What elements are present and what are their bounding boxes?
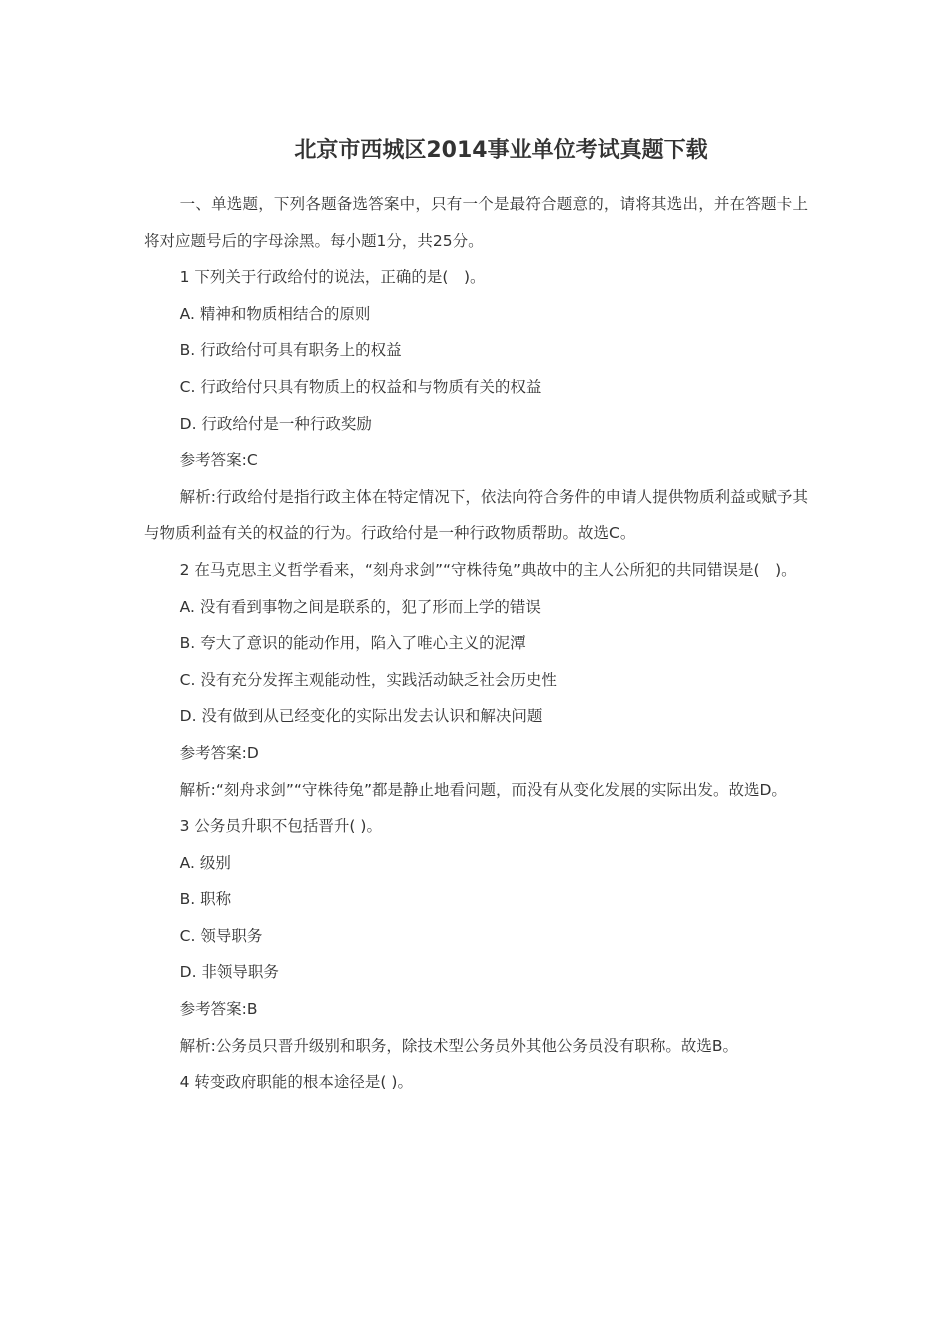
question-2-option-c: C. 没有充分发挥主观能动性，实践活动缺乏社会历史性 bbox=[179, 670, 557, 689]
question-3-analysis: 解析:公务员只晋升级别和职务，除技术型公务员外其他公务员没有职称。故选B。 bbox=[179, 1036, 738, 1055]
question-3-option-a: A. 级别 bbox=[179, 853, 231, 872]
question-4-stem: 4 转变政府职能的根本途径是( )。 bbox=[179, 1073, 413, 1092]
question-2-option-b: B. 夸大了意识的能动作用，陷入了唯心主义的泥潭 bbox=[179, 634, 526, 653]
question-1-option-a: A. 精神和物质相结合的原则 bbox=[179, 304, 371, 323]
question-2-option-d: D. 没有做到从已经变化的实际出发去认识和解决问题 bbox=[179, 707, 543, 726]
question-1-answer: 参考答案:C bbox=[179, 451, 258, 470]
document-body bbox=[144, 186, 808, 1101]
section-intro: 一、单选题，下列各题备选答案中，只有一个是最符合题意的，请将其选出，并在答题卡上将对应题号后的字母涂黑。每小题1分，共25分。 bbox=[144, 195, 808, 250]
question-1-analysis: 解析:行政给付是指行政主体在特定情况下，依法向符合务件的申请人提供物质利益或赋予其与物质利益有关的权益的行为。行政给付是一种行政物质帮助。故选C。 bbox=[144, 487, 808, 543]
question-3-option-c: C. 领导职务 bbox=[179, 926, 263, 945]
question-1-option-d: D. 行政给付是一种行政奖励 bbox=[179, 414, 372, 433]
question-2-answer: 参考答案:D bbox=[179, 743, 259, 762]
document-title: 北京市西城区2014事业单位考试真题下载 bbox=[294, 138, 708, 163]
question-1-stem: 1 下列关于行政给付的说法，正确的是( )。 bbox=[179, 268, 486, 287]
question-1-option-b: B. 行政给付可具有职务上的权益 bbox=[179, 341, 402, 360]
question-1-option-c: C. 行政给付只具有物质上的权益和与物质有关的权益 bbox=[179, 377, 542, 396]
question-3-option-b: B. 职称 bbox=[179, 890, 232, 909]
question-3-stem: 3 公务员升职不包括晋升( )。 bbox=[179, 817, 382, 836]
question-3-answer: 参考答案:B bbox=[179, 1000, 258, 1019]
question-2-stem: 2 在马克思主义哲学看来，“刻舟求剑”“守株待兔”典故中的主人公所犯的共同错误是( )。 bbox=[179, 560, 797, 579]
question-3-option-d: D. 非领导职务 bbox=[179, 963, 279, 982]
question-2-option-a: A. 没有看到事物之间是联系的，犯了形而上学的错误 bbox=[179, 597, 541, 616]
question-2-analysis: 解析:“刻舟求剑”“守株待兔”都是静止地看问题，而没有从变化发展的实际出发。故选D。 bbox=[179, 780, 787, 799]
